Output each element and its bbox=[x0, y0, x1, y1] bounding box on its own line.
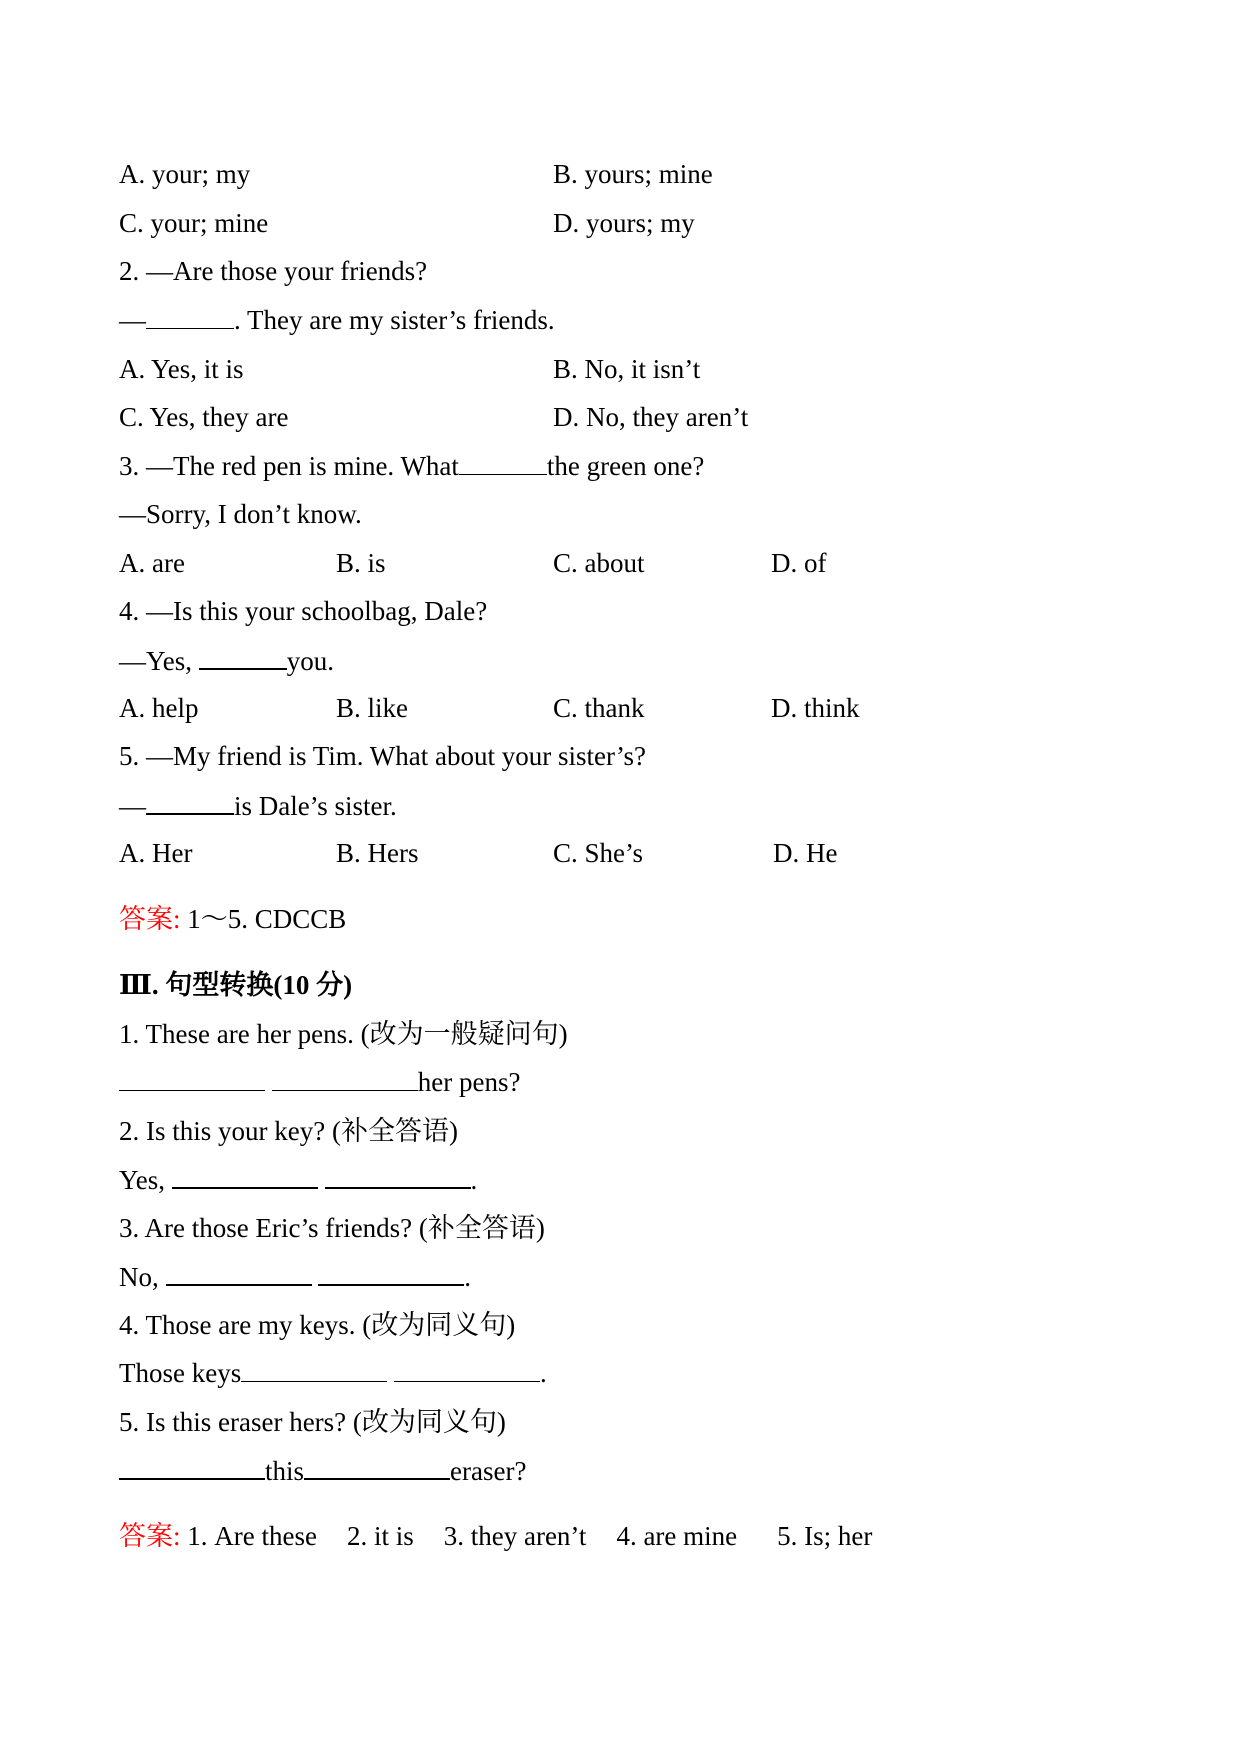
q2-option-b: B. No, it isn’t bbox=[553, 354, 701, 384]
s3-item3-prompt: 3. Are those Eric’s friends? (补全答语) bbox=[119, 1213, 545, 1243]
s3-item4-blank-1 bbox=[241, 1357, 387, 1382]
q1-option-c: C. your; mine bbox=[119, 208, 269, 238]
q3-blank bbox=[459, 450, 547, 475]
s3-answer-4: 4. are mine bbox=[616, 1521, 738, 1551]
s3-answer-3: 3. they aren’t bbox=[443, 1521, 587, 1551]
q4-option-a: A. help bbox=[119, 693, 199, 723]
q3-option-a: A. are bbox=[119, 548, 185, 578]
s3-item2-suffix: . bbox=[470, 1165, 478, 1195]
q2-option-a: A. Yes, it is bbox=[119, 354, 244, 384]
s3-item4-prefix: Those keys bbox=[119, 1358, 242, 1388]
q4-option-c: C. thank bbox=[553, 693, 645, 723]
s3-item5-mid: this bbox=[265, 1456, 305, 1486]
s3-item1-blank-2 bbox=[272, 1066, 418, 1091]
s3-answer-label: 答案: bbox=[119, 1521, 181, 1551]
q2-reply-prefix: — bbox=[119, 305, 146, 335]
q1-option-d: D. yours; my bbox=[553, 208, 695, 238]
q3-option-b: B. is bbox=[336, 548, 386, 578]
mc-answer bbox=[119, 903, 346, 935]
s3-item3-suffix: . bbox=[464, 1262, 471, 1292]
section3-heading: Ⅲ. 句型转换(10 分) bbox=[119, 970, 353, 1000]
s3-item4-answer-line bbox=[119, 1357, 547, 1389]
s3-item5-blank-2 bbox=[304, 1454, 450, 1480]
q3-question-prefix: 3. —The red pen is mine. What bbox=[119, 451, 459, 481]
q3-reply: —Sorry, I don’t know. bbox=[119, 499, 362, 529]
q3-question-suffix: the green one? bbox=[546, 451, 705, 481]
q4-reply-suffix: you. bbox=[286, 646, 335, 676]
q5-reply bbox=[119, 789, 397, 822]
q3-option-c: C. about bbox=[553, 548, 645, 578]
q5-option-c: C. She’s bbox=[553, 838, 644, 868]
q4-option-d: D. think bbox=[771, 693, 860, 723]
q2-question: 2. —Are those your friends? bbox=[119, 256, 428, 286]
q2-reply-suffix: . They are my sister’s friends. bbox=[234, 305, 555, 335]
s3-item3-prefix: No, bbox=[119, 1262, 166, 1292]
s3-item2-answer-line bbox=[119, 1163, 477, 1196]
s3-item3-blank-2 bbox=[318, 1260, 464, 1286]
q1-option-a: A. your; my bbox=[119, 159, 251, 189]
mc-answer-text: 1～5. CDCCB bbox=[180, 904, 347, 934]
q5-question: 5. —My friend is Tim. What about your sister’s? bbox=[119, 741, 646, 771]
s3-item1-answer-line bbox=[119, 1066, 520, 1098]
s3-item1-blank-1 bbox=[119, 1066, 265, 1091]
q2-option-c: C. Yes, they are bbox=[119, 402, 289, 432]
mc-answer-label: 答案: bbox=[119, 904, 181, 934]
q2-blank bbox=[146, 304, 234, 329]
s3-item3-answer-line bbox=[119, 1260, 471, 1293]
s3-item4-suffix: . bbox=[539, 1358, 547, 1388]
s3-item5-blank-1 bbox=[119, 1454, 265, 1480]
q4-blank bbox=[199, 644, 287, 670]
s3-item1-prompt: 1. These are her pens. (改为一般疑问句) bbox=[119, 1019, 568, 1049]
s3-item5-suffix: eraser? bbox=[450, 1456, 527, 1486]
q2-reply bbox=[119, 304, 555, 336]
q4-question: 4. —Is this your schoolbag, Dale? bbox=[119, 596, 488, 626]
section3-answer bbox=[119, 1520, 872, 1552]
q5-option-a: A. Her bbox=[119, 838, 193, 868]
s3-item4-mid bbox=[387, 1358, 394, 1388]
q3-option-d: D. of bbox=[771, 548, 827, 578]
s3-item5-answer-line bbox=[119, 1454, 526, 1487]
q3-question bbox=[119, 450, 704, 482]
s3-answer-5: 5. Is; her bbox=[777, 1521, 873, 1551]
s3-answer-1: 1. Are these bbox=[180, 1521, 317, 1551]
s3-item2-blank-2 bbox=[325, 1163, 471, 1189]
q2-option-d: D. No, they aren’t bbox=[553, 402, 749, 432]
s3-item2-mid bbox=[318, 1165, 325, 1195]
s3-item1-mid bbox=[265, 1067, 272, 1097]
q5-option-d: D. He bbox=[773, 838, 838, 868]
s3-item1-suffix: her pens? bbox=[417, 1067, 521, 1097]
q5-reply-prefix: — bbox=[119, 791, 146, 821]
s3-item3-blank-1 bbox=[166, 1260, 312, 1286]
s3-item3-mid bbox=[312, 1262, 319, 1292]
s3-item4-blank-2 bbox=[394, 1357, 540, 1382]
q4-reply bbox=[119, 644, 334, 677]
q5-option-b: B. Hers bbox=[336, 838, 419, 868]
q5-blank bbox=[146, 789, 234, 815]
s3-item2-prompt: 2. Is this your key? (补全答语) bbox=[119, 1116, 458, 1146]
s3-item4-prompt: 4. Those are my keys. (改为同义句) bbox=[119, 1310, 516, 1340]
q5-reply-suffix: is Dale’s sister. bbox=[234, 791, 397, 821]
q4-reply-prefix: —Yes, bbox=[119, 646, 199, 676]
s3-item2-prefix: Yes, bbox=[119, 1165, 172, 1195]
q1-option-b: B. yours; mine bbox=[553, 159, 713, 189]
s3-item5-prompt: 5. Is this eraser hers? (改为同义句) bbox=[119, 1407, 506, 1437]
s3-item2-blank-1 bbox=[172, 1163, 318, 1189]
s3-answer-2: 2. it is bbox=[346, 1521, 414, 1551]
q4-option-b: B. like bbox=[336, 693, 408, 723]
